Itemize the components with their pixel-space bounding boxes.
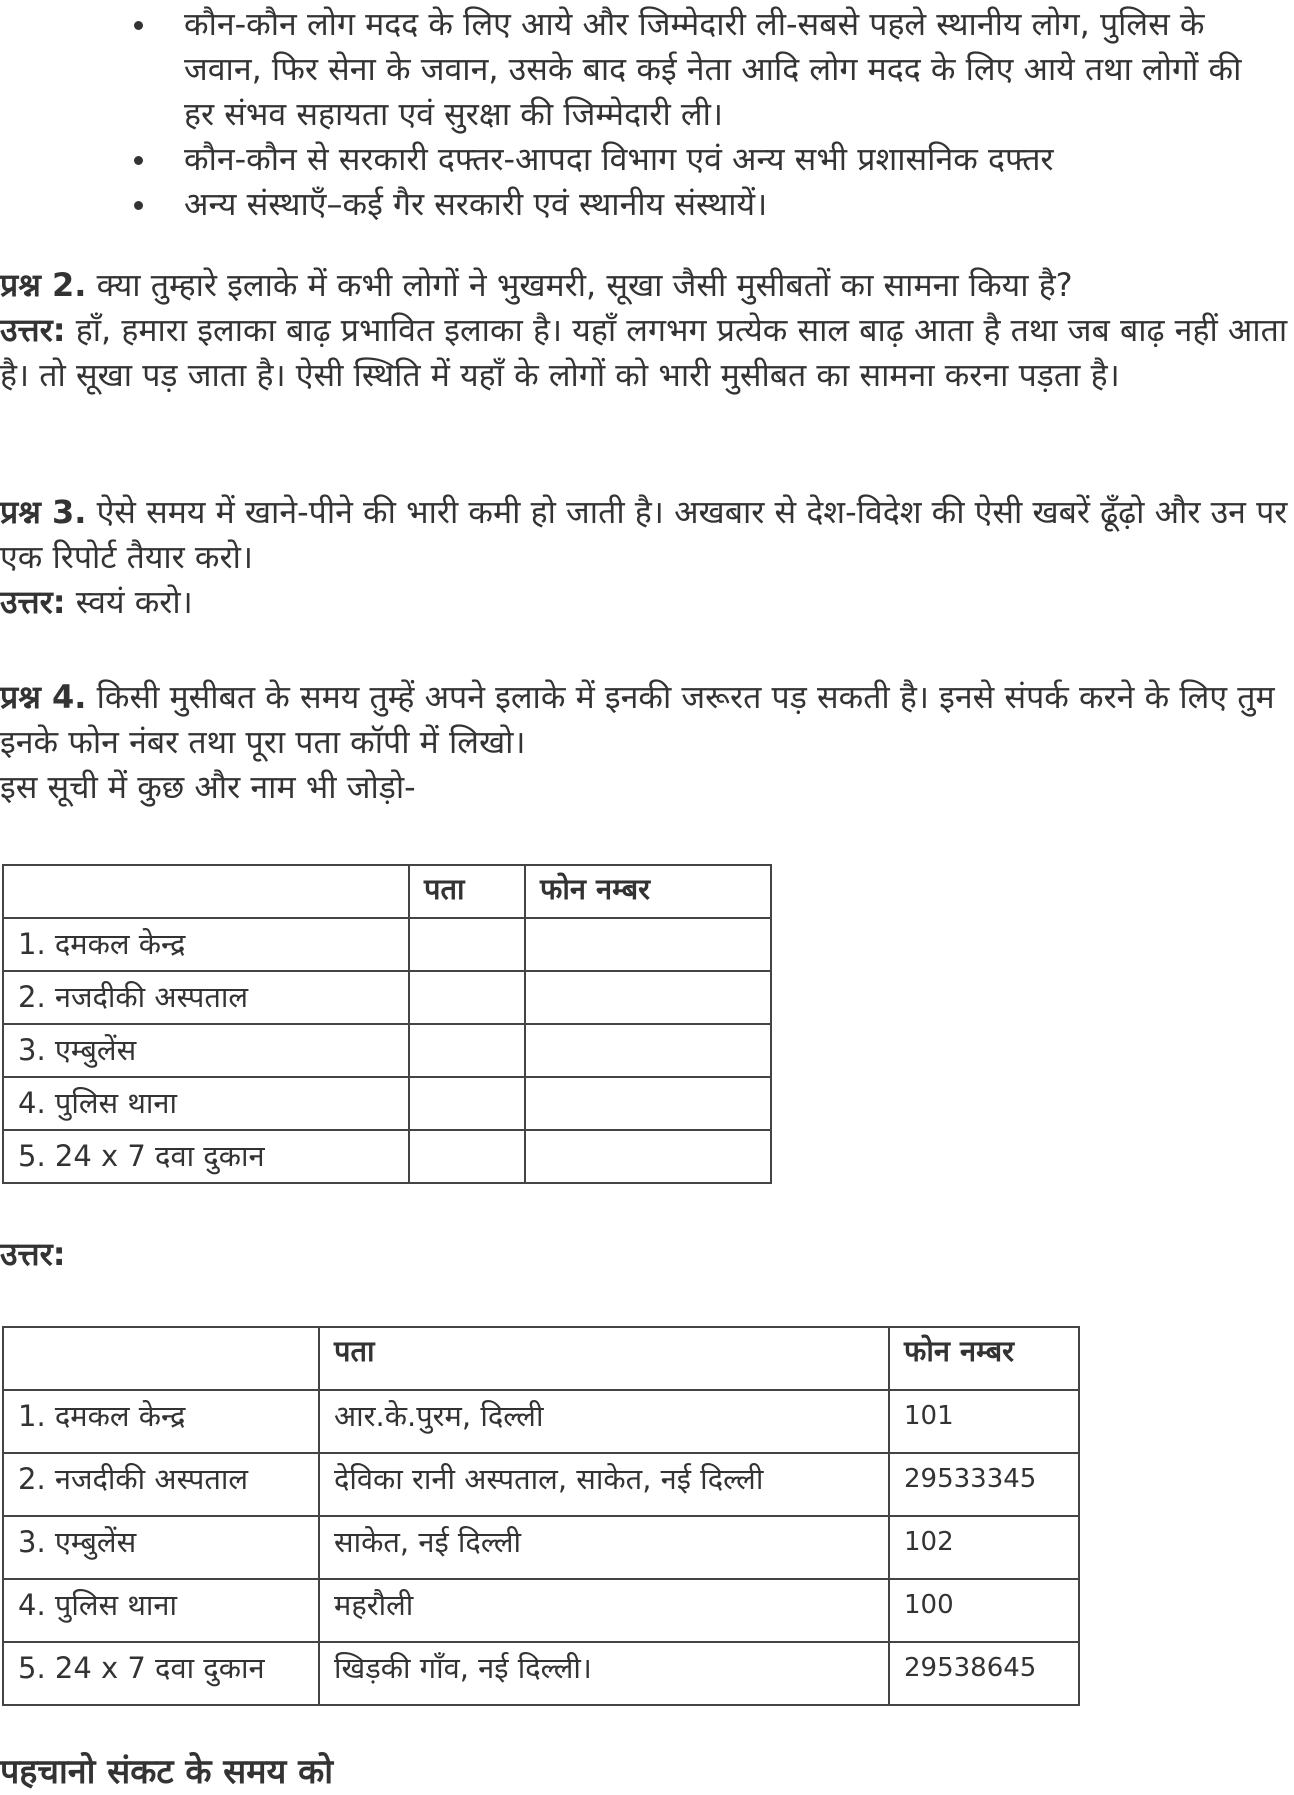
table-cell: देविका रानी अस्पताल, साकेत, नई दिल्ली bbox=[319, 1453, 889, 1516]
table-row bbox=[3, 1130, 771, 1183]
table-cell: 3. एम्बुलेंस bbox=[3, 1024, 409, 1077]
table-cell: 5. 24 x 7 दवा दुकान bbox=[3, 1642, 319, 1705]
table-cell: साकेत, नई दिल्ली bbox=[319, 1516, 889, 1579]
table-cell: आर.के.पुरम, दिल्ली bbox=[319, 1390, 889, 1453]
contact-table-answer bbox=[2, 1326, 1080, 1706]
table-cell bbox=[409, 918, 525, 971]
question-4 bbox=[0, 675, 1290, 810]
table-header-cell bbox=[3, 1327, 319, 1390]
table-header-cell: पता bbox=[319, 1327, 889, 1390]
table-cell: खिड़की गाँव, नई दिल्ली। bbox=[319, 1642, 889, 1705]
question-4-instruction: इस सूची में कुछ और नाम भी जोड़ो- bbox=[0, 768, 416, 806]
table-cell bbox=[525, 1024, 771, 1077]
table-cell: 29533345 bbox=[889, 1453, 1079, 1516]
table-cell bbox=[409, 1024, 525, 1077]
table-header-cell: पता bbox=[409, 865, 525, 918]
table-cell bbox=[409, 1130, 525, 1183]
table-cell: 102 bbox=[889, 1516, 1079, 1579]
table-row bbox=[3, 918, 771, 971]
bullet-dot-icon bbox=[134, 156, 143, 165]
table-cell: 2. नजदीकी अस्पताल bbox=[3, 971, 409, 1024]
question-4-text: प्रश्न 4. किसी मुसीबत के समय तुम्हें अपने इलाके में इनकी जरूरत पड़ सकती है। इनसे संपर्क करने के लिए तुम इनके फोन नंबर तथा पूरा पता कॉपी में लिखो। bbox=[0, 678, 1275, 761]
table-header-row bbox=[3, 865, 771, 918]
table-header-cell: फोन नम्बर bbox=[525, 865, 771, 918]
answer-label: उत्तर: bbox=[0, 583, 66, 621]
answer-label: उत्तर: bbox=[0, 311, 66, 349]
table-cell: 1. दमकल केन्द्र bbox=[3, 1390, 319, 1453]
table-cell: महरौली bbox=[319, 1579, 889, 1642]
table-cell: 29538645 bbox=[889, 1642, 1079, 1705]
table-cell bbox=[525, 1130, 771, 1183]
section-heading: पहचानो संकट के समय को bbox=[0, 1752, 334, 1792]
table-row bbox=[3, 1579, 1079, 1642]
bullet-dot-icon bbox=[134, 21, 143, 30]
answer-2-text: उत्तर: हाँ, हमारा इलाका बाढ़ प्रभावित इलाका है। यहाँ लगभग प्रत्येक साल बाढ़ आता है तथा जब बाढ़ नहीं आता है। तो सूखा पड़ जाता है। ऐसी स्थिति में यहाँ के लोगों को भारी मुसीबत का सामना करना पड़ता है। bbox=[0, 311, 1288, 394]
table-row bbox=[3, 1077, 771, 1130]
table-row bbox=[3, 1642, 1079, 1705]
table-cell bbox=[525, 1077, 771, 1130]
table-cell: 100 bbox=[889, 1579, 1079, 1642]
question-3 bbox=[0, 490, 1290, 625]
bullet-list bbox=[0, 2, 1294, 227]
table-header-cell: फोन नम्बर bbox=[889, 1327, 1079, 1390]
question-3-text: प्रश्न 3. ऐसे समय में खाने-पीने की भारी कमी हो जाती है। अखबार से देश-विदेश की ऐसी खबरें ढूँढ़ो और उन पर एक रिपोर्ट तैयार करो। bbox=[0, 493, 1288, 576]
table-cell bbox=[409, 1077, 525, 1130]
table-cell bbox=[525, 918, 771, 971]
question-label: प्रश्न 2. bbox=[0, 266, 87, 304]
table-cell: 4. पुलिस थाना bbox=[3, 1077, 409, 1130]
answer-heading: उत्तर: bbox=[0, 1235, 66, 1273]
table-cell: 4. पुलिस थाना bbox=[3, 1579, 319, 1642]
question-label: प्रश्न 3. bbox=[0, 493, 87, 531]
table-row bbox=[3, 1516, 1079, 1579]
table-cell: 3. एम्बुलेंस bbox=[3, 1516, 319, 1579]
table-cell: 101 bbox=[889, 1390, 1079, 1453]
table-header-row bbox=[3, 1327, 1079, 1390]
table-cell: 2. नजदीकी अस्पताल bbox=[3, 1453, 319, 1516]
table-cell bbox=[525, 971, 771, 1024]
table-row bbox=[3, 1390, 1079, 1453]
table-header-cell bbox=[3, 865, 409, 918]
question-2-text: प्रश्न 2. क्या तुम्हारे इलाके में कभी लोगों ने भुखमरी, सूखा जैसी मुसीबतों का सामना किया है? bbox=[0, 266, 1073, 304]
table-row bbox=[3, 1453, 1079, 1516]
table-cell: 5. 24 x 7 दवा दुकान bbox=[3, 1130, 409, 1183]
bullet-item: अन्य संस्थाएँ–कई गैर सरकारी एवं स्थानीय संस्थायें। bbox=[0, 182, 1294, 227]
bullet-item: कौन-कौन लोग मदद के लिए आये और जिम्मेदारी ली-सबसे पहले स्थानीय लोग, पुलिस के जवान, फिर सेना के जवान, उसके बाद कई नेता आदि लोग मदद के लिए आये तथा लोगों की हर संभव सहायता एवं सुरक्षा की जिम्मेदारी ली। bbox=[0, 2, 1294, 137]
bullet-item: कौन-कौन से सरकारी दफ्तर-आपदा विभाग एवं अन्य सभी प्रशासनिक दफ्तर bbox=[0, 137, 1294, 182]
table-row bbox=[3, 1024, 771, 1077]
contact-table-blank bbox=[2, 864, 772, 1184]
bullet-dot-icon bbox=[134, 201, 143, 210]
question-label: प्रश्न 4. bbox=[0, 678, 87, 716]
answer-3-text: उत्तर: स्वयं करो। bbox=[0, 583, 193, 621]
table-row bbox=[3, 971, 771, 1024]
question-2 bbox=[0, 263, 1290, 398]
table-cell: 1. दमकल केन्द्र bbox=[3, 918, 409, 971]
table-cell bbox=[409, 971, 525, 1024]
